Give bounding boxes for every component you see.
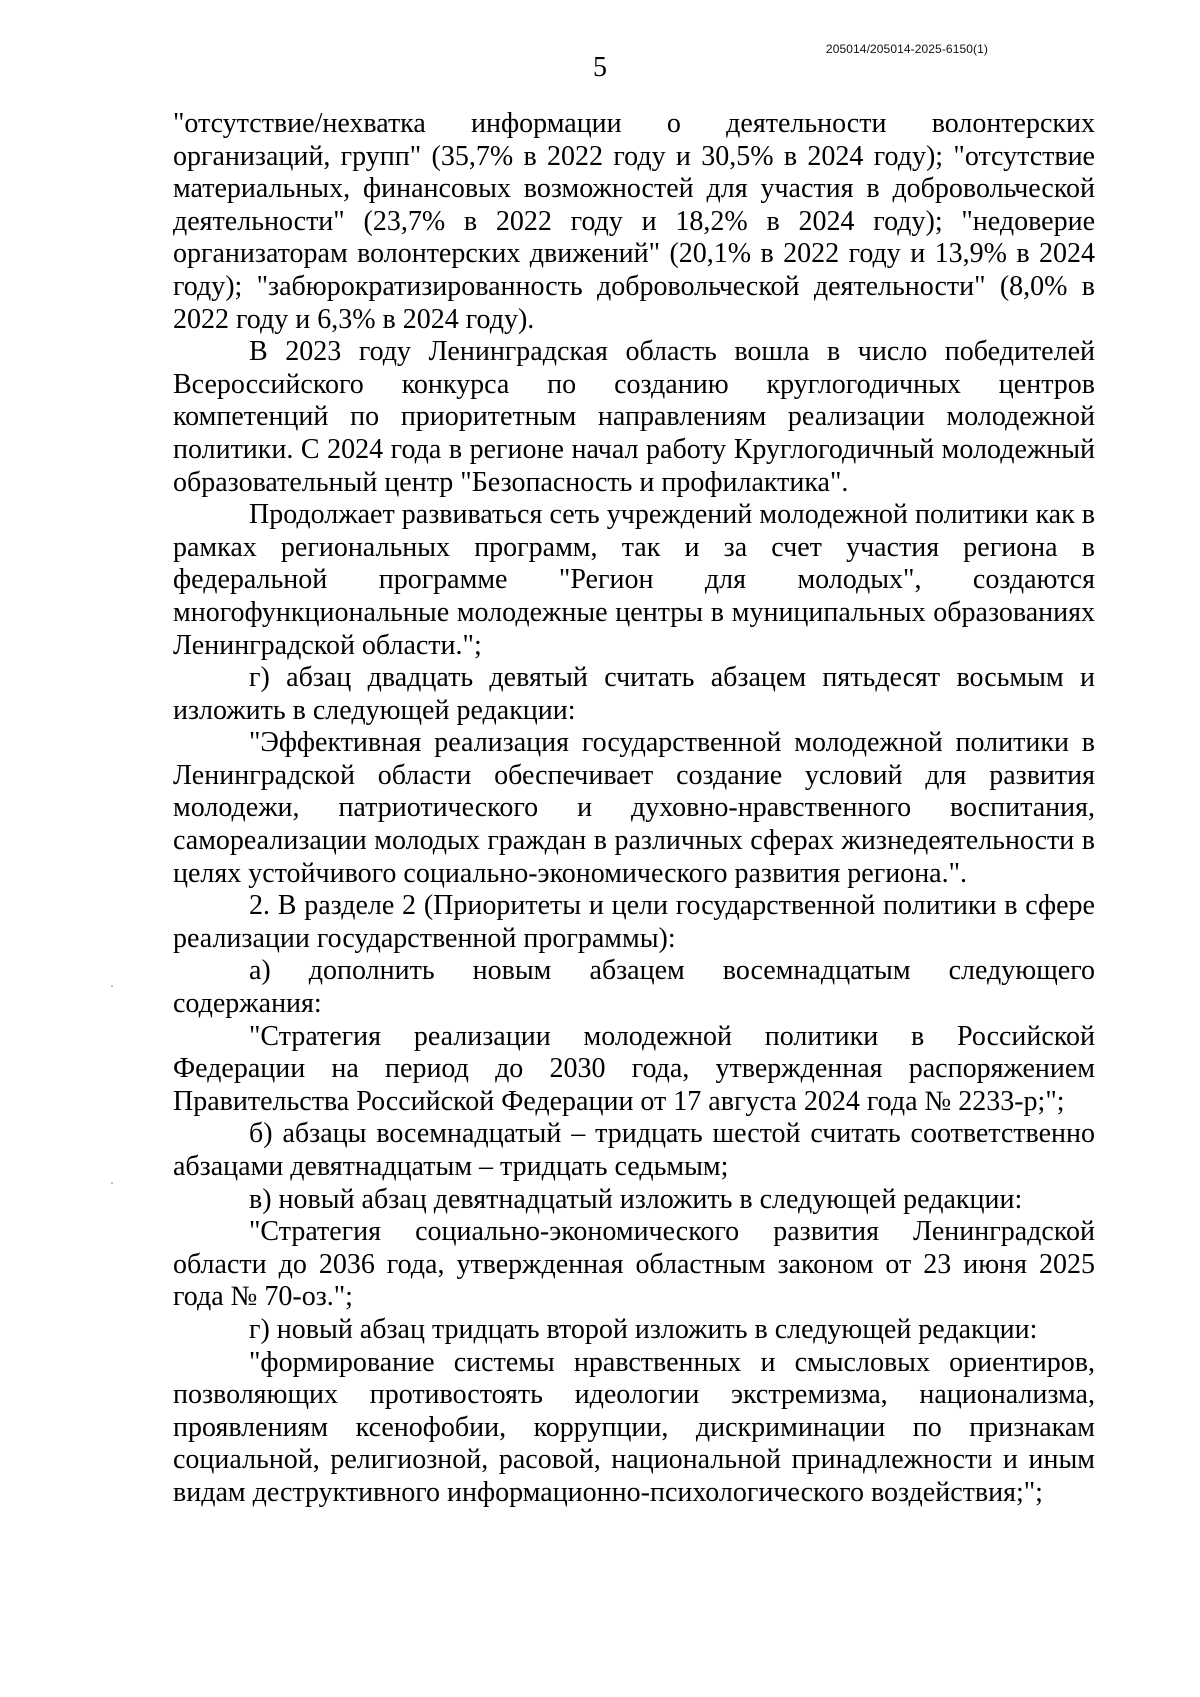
paragraph: г) новый абзац тридцать второй изложить в следующей редакции:: [249, 1313, 1038, 1345]
scan-speck: [111, 985, 113, 987]
scan-speck: [111, 1182, 113, 1184]
page-number: 5: [593, 52, 607, 83]
paragraph: "Эффективная реализация государственной молодежной политики в Ленинградской области обеспечивает создание условий для развития молодежи, патриотического и духовно-нравственного воспитания, самореализации молодых граждан в различных сферах жизнедеятельности в целях устойчивого социально-экономического развития региона.".: [173, 727, 1095, 889]
paragraph: б) абзацы восемнадцатый – тридцать шестой считать соответственно абзацами девятнадцатым – тридцать седьмым;: [173, 1118, 1095, 1182]
paragraph: Продолжает развиваться сеть учреждений молодежной политики как в рамках региональных программ, так и за счет участия региона в федеральной программе "Регион для молодых", создаются многофункциональные молодежные центры в муниципальных образованиях Ленинградской области.";: [173, 499, 1095, 661]
document-id: 205014/205014-2025-6150(1): [825, 42, 988, 56]
document-body: [173, 108, 1095, 1510]
paragraph: "отсутствие/нехватка информации о деятельности волонтерских организаций, групп" (35,7% в 2022 году и 30,5% в 2024 году); "отсутствие материальных, финансовых возможностей для участия в добровольческой деятельности" (23,7% в 2022 году и 18,2% в 2024 году); "недоверие организаторам волонтерских движений" (20,1% в 2022 году и 13,9% в 2024 году); "забюрократизированность добровольческой деятельности" (8,0% в 2022 году и 6,3% в 2024 году).: [173, 108, 1095, 335]
paragraph: "Стратегия социально-экономического развития Ленинградской области до 2036 года, утвержденная областным законом от 23 июня 2025 года № 70-оз.";: [173, 1216, 1095, 1313]
paragraph: в) новый абзац девятнадцатый изложить в следующей редакции:: [249, 1183, 1023, 1215]
paragraph: В 2023 году Ленинградская область вошла в число победителей Всероссийского конкурса по созданию круглогодичных центров компетенций по приоритетным направлениям реализации молодежной политики. С 2024 года в регионе начал работу Круглогодичный молодежный образовательный центр "Безопасность и профилактика".: [173, 336, 1095, 498]
paragraph: "Стратегия реализации молодежной политики в Российской Федерации на период до 2030 года, утвержденная распоряжением Правительства Российской Федерации от 17 августа 2024 года № 2233-р;";: [173, 1020, 1095, 1117]
paragraph: а) дополнить новым абзацем восемнадцатым следующего содержания:: [173, 955, 1095, 1020]
paragraph: "формирование системы нравственных и смысловых ориентиров, позволяющих противостоять идеологии экстремизма, национализма, проявлениям ксенофобии, коррупции, дискриминации по признакам социальной, религиозной, расовой, национальной принадлежности и иным видам деструктивного информационно-психологического воздействия;";: [173, 1346, 1095, 1508]
paragraph: 2. В разделе 2 (Приоритеты и цели государственной политики в сфере реализации государственной программы):: [173, 890, 1095, 954]
paragraph: г) абзац двадцать девятый считать абзацем пятьдесят восьмым и изложить в следующей редакции:: [173, 662, 1095, 726]
